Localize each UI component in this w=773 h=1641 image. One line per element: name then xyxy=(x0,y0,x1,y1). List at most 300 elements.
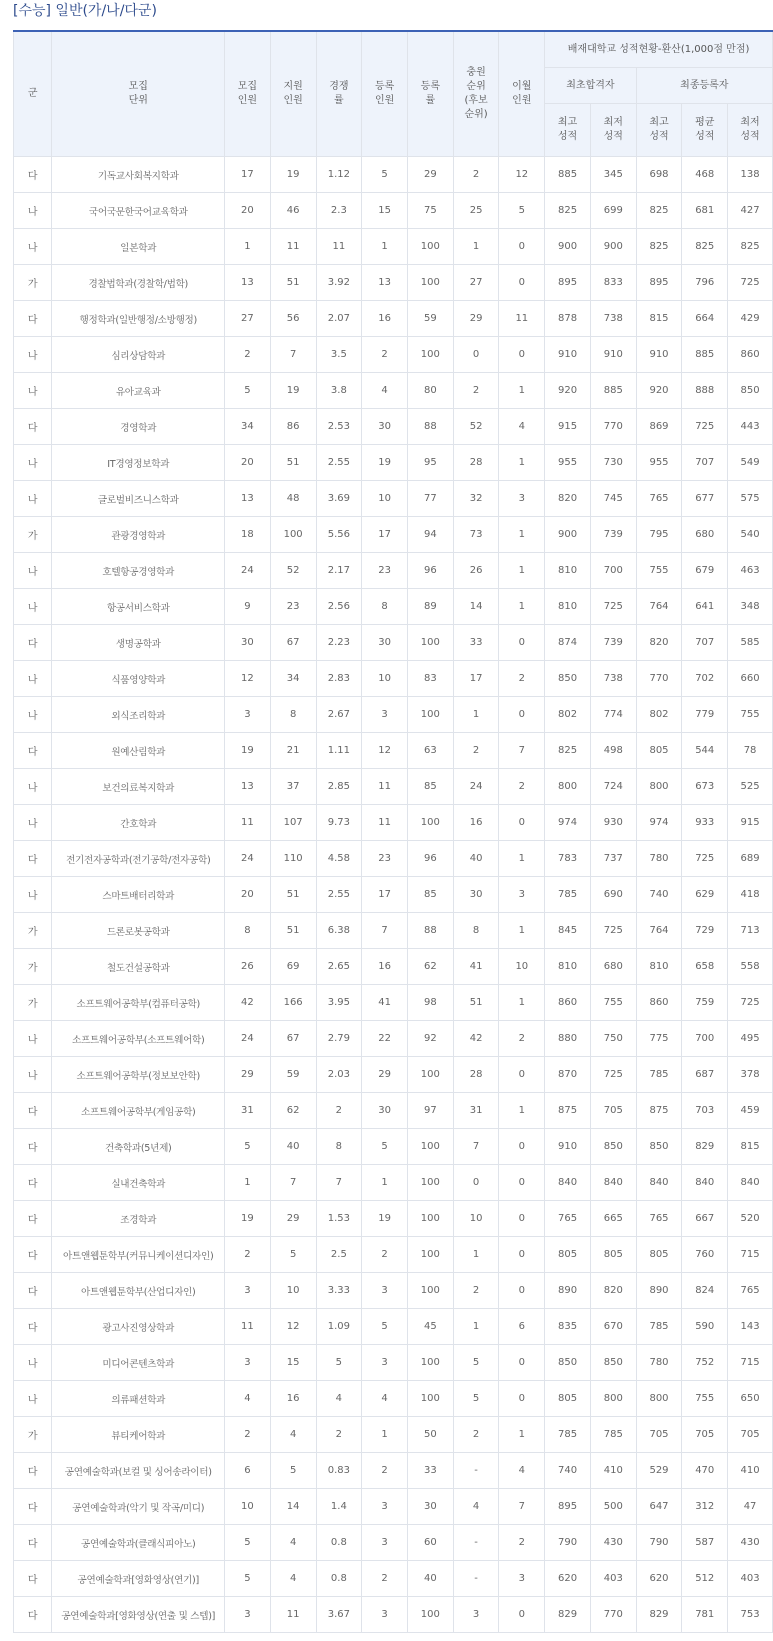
table-cell: 0.8 xyxy=(316,1525,362,1561)
table-cell: 705 xyxy=(728,1417,773,1453)
table-cell: 56 xyxy=(270,301,316,337)
table-cell: 7 xyxy=(270,337,316,373)
table-cell: 805 xyxy=(636,1237,682,1273)
table-cell: 24 xyxy=(225,553,271,589)
table-cell: 3.92 xyxy=(316,265,362,301)
table-cell: 780 xyxy=(636,1345,682,1381)
table-cell: 825 xyxy=(545,733,591,769)
table-cell: 5 xyxy=(453,1381,499,1417)
table-cell: 739 xyxy=(590,517,636,553)
table-cell: 724 xyxy=(590,769,636,805)
cell-unit: 원예산림학과 xyxy=(52,733,225,769)
table-cell: 11 xyxy=(499,301,545,337)
table-cell: 5 xyxy=(270,1237,316,1273)
table-cell: 63 xyxy=(407,733,453,769)
table-cell: 107 xyxy=(270,805,316,841)
table-cell: 910 xyxy=(545,1129,591,1165)
table-cell: 5 xyxy=(225,1129,271,1165)
table-cell: 900 xyxy=(545,517,591,553)
table-cell: 30 xyxy=(407,1489,453,1525)
table-cell: 33 xyxy=(407,1453,453,1489)
table-row xyxy=(14,1237,773,1273)
table-cell: 5 xyxy=(499,193,545,229)
table-cell: 12 xyxy=(362,733,408,769)
table-cell: 725 xyxy=(682,409,728,445)
table-cell: 665 xyxy=(590,1201,636,1237)
table-cell: 13 xyxy=(362,265,408,301)
cell-gun: 다 xyxy=(14,1561,52,1597)
table-cell: 835 xyxy=(545,1309,591,1345)
table-cell: 690 xyxy=(590,877,636,913)
table-cell: 59 xyxy=(270,1057,316,1093)
table-cell: 11 xyxy=(225,1309,271,1345)
cell-gun: 다 xyxy=(14,1309,52,1345)
table-cell: 738 xyxy=(590,661,636,697)
table-row xyxy=(14,841,773,877)
table-row xyxy=(14,157,773,193)
table-cell: 677 xyxy=(682,481,728,517)
table-cell: 5 xyxy=(225,373,271,409)
table-cell: 37 xyxy=(270,769,316,805)
table-cell: 5 xyxy=(270,1453,316,1489)
table-cell: 725 xyxy=(728,265,773,301)
table-cell: 26 xyxy=(453,553,499,589)
table-cell: 820 xyxy=(636,625,682,661)
table-cell: 620 xyxy=(545,1561,591,1597)
table-row xyxy=(14,1561,773,1597)
table-cell: 590 xyxy=(682,1309,728,1345)
table-cell: 403 xyxy=(728,1561,773,1597)
table-cell: 890 xyxy=(636,1273,682,1309)
table-cell: 525 xyxy=(728,769,773,805)
table-cell: 16 xyxy=(270,1381,316,1417)
table-cell: 3.5 xyxy=(316,337,362,373)
cell-gun: 가 xyxy=(14,985,52,1021)
table-cell: 740 xyxy=(545,1453,591,1489)
table-cell: 8 xyxy=(316,1129,362,1165)
table-cell: 77 xyxy=(407,481,453,517)
table-cell: 725 xyxy=(590,1057,636,1093)
table-cell: 1 xyxy=(453,229,499,265)
table-cell: 0.83 xyxy=(316,1453,362,1489)
table-row xyxy=(14,589,773,625)
table-cell: 800 xyxy=(636,1381,682,1417)
table-cell: 752 xyxy=(682,1345,728,1381)
table-cell: 703 xyxy=(682,1093,728,1129)
cell-unit: 글로벌비즈니스학과 xyxy=(52,481,225,517)
table-cell: 878 xyxy=(545,301,591,337)
table-cell: 840 xyxy=(545,1165,591,1201)
table-cell: 815 xyxy=(636,301,682,337)
cell-gun: 다 xyxy=(14,1201,52,1237)
table-cell: 100 xyxy=(407,1129,453,1165)
table-cell: 755 xyxy=(728,697,773,733)
table-cell: 800 xyxy=(545,769,591,805)
table-row xyxy=(14,337,773,373)
header-first-pass: 최초합격자 xyxy=(545,68,636,104)
cell-unit: 식품영양학과 xyxy=(52,661,225,697)
table-cell: 850 xyxy=(545,661,591,697)
cell-gun: 나 xyxy=(14,553,52,589)
table-cell: 824 xyxy=(682,1273,728,1309)
table-cell: - xyxy=(453,1561,499,1597)
header-enroll: 등록 인원 xyxy=(362,31,408,157)
table-cell: 30 xyxy=(453,877,499,913)
table-cell: 45 xyxy=(407,1309,453,1345)
table-cell: 4.58 xyxy=(316,841,362,877)
table-cell: 30 xyxy=(362,409,408,445)
table-cell: 890 xyxy=(545,1273,591,1309)
table-cell: 3 xyxy=(362,1489,408,1525)
table-cell: 100 xyxy=(407,265,453,301)
table-cell: 558 xyxy=(728,949,773,985)
table-cell: 17 xyxy=(362,877,408,913)
admission-results-table xyxy=(13,30,773,1633)
cell-unit: 행정학과(일반행정/소방행정) xyxy=(52,301,225,337)
table-cell: 715 xyxy=(728,1237,773,1273)
table-cell: 0 xyxy=(499,697,545,733)
header-recruit: 모집 인원 xyxy=(225,31,271,157)
table-cell: 650 xyxy=(728,1381,773,1417)
cell-unit: 전기전자공학과(전기공학/전자공학) xyxy=(52,841,225,877)
table-cell: 46 xyxy=(270,193,316,229)
table-cell: 781 xyxy=(682,1597,728,1633)
table-cell: 14 xyxy=(270,1489,316,1525)
cell-unit: 공연예술학과[영화영상(연기)] xyxy=(52,1561,225,1597)
table-row xyxy=(14,1597,773,1633)
table-cell: 92 xyxy=(407,1021,453,1057)
table-cell: 96 xyxy=(407,841,453,877)
table-cell: 97 xyxy=(407,1093,453,1129)
table-cell: 725 xyxy=(590,589,636,625)
table-cell: 860 xyxy=(636,985,682,1021)
table-cell: 5 xyxy=(453,1345,499,1381)
table-cell: 800 xyxy=(590,1381,636,1417)
table-cell: 2 xyxy=(225,1237,271,1273)
table-cell: 689 xyxy=(728,841,773,877)
table-cell: 10 xyxy=(362,481,408,517)
table-cell: 850 xyxy=(590,1345,636,1381)
table-cell: 585 xyxy=(728,625,773,661)
table-cell: 850 xyxy=(728,373,773,409)
cell-gun: 나 xyxy=(14,481,52,517)
table-cell: 955 xyxy=(636,445,682,481)
table-cell: 378 xyxy=(728,1057,773,1093)
table-cell: 18 xyxy=(225,517,271,553)
header-unit: 모집 단위 xyxy=(52,31,225,157)
table-row xyxy=(14,985,773,1021)
table-cell: 1 xyxy=(499,589,545,625)
table-cell: 40 xyxy=(407,1561,453,1597)
table-cell: 750 xyxy=(590,1021,636,1057)
table-cell: 0 xyxy=(499,265,545,301)
cell-unit: 항공서비스학과 xyxy=(52,589,225,625)
table-cell: 11 xyxy=(362,769,408,805)
table-cell: 430 xyxy=(590,1525,636,1561)
table-cell: 12 xyxy=(499,157,545,193)
table-cell: 9.73 xyxy=(316,805,362,841)
table-cell: 51 xyxy=(270,265,316,301)
table-cell: 48 xyxy=(270,481,316,517)
table-cell: 100 xyxy=(407,1381,453,1417)
table-cell: 443 xyxy=(728,409,773,445)
table-cell: 1 xyxy=(499,841,545,877)
table-cell: 765 xyxy=(545,1201,591,1237)
table-cell: 32 xyxy=(453,481,499,517)
table-cell: 775 xyxy=(636,1021,682,1057)
table-cell: 100 xyxy=(407,1057,453,1093)
table-cell: 770 xyxy=(590,1597,636,1633)
table-cell: 860 xyxy=(545,985,591,1021)
table-cell: 512 xyxy=(682,1561,728,1597)
table-cell: 4 xyxy=(316,1381,362,1417)
table-cell: 765 xyxy=(636,1201,682,1237)
table-cell: 3.69 xyxy=(316,481,362,517)
table-cell: 779 xyxy=(682,697,728,733)
table-cell: 755 xyxy=(636,553,682,589)
table-cell: 3 xyxy=(362,1273,408,1309)
table-cell: 3 xyxy=(453,1597,499,1633)
table-cell: 6.38 xyxy=(316,913,362,949)
table-cell: 0 xyxy=(499,1381,545,1417)
table-row xyxy=(14,1021,773,1057)
table-cell: 5 xyxy=(225,1561,271,1597)
table-cell: 895 xyxy=(545,1489,591,1525)
table-cell: 3.95 xyxy=(316,985,362,1021)
table-cell: 738 xyxy=(590,301,636,337)
table-row xyxy=(14,1525,773,1561)
cell-unit: 소프트웨어공학부(컴퓨터공학) xyxy=(52,985,225,1021)
table-cell: 820 xyxy=(545,481,591,517)
table-cell: 62 xyxy=(270,1093,316,1129)
table-cell: 2.17 xyxy=(316,553,362,589)
table-cell: 7 xyxy=(453,1129,499,1165)
table-row xyxy=(14,913,773,949)
table-cell: 1 xyxy=(499,373,545,409)
table-cell: 783 xyxy=(545,841,591,877)
cell-gun: 다 xyxy=(14,733,52,769)
table-cell: 29 xyxy=(225,1057,271,1093)
table-cell: 730 xyxy=(590,445,636,481)
table-cell: 1.09 xyxy=(316,1309,362,1345)
table-cell: 33 xyxy=(453,625,499,661)
table-row xyxy=(14,949,773,985)
table-cell: 28 xyxy=(453,1057,499,1093)
table-cell: 1 xyxy=(362,1165,408,1201)
cell-unit: IT경영정보학과 xyxy=(52,445,225,481)
table-cell: 6 xyxy=(225,1453,271,1489)
table-cell: 40 xyxy=(453,841,499,877)
table-cell: 785 xyxy=(636,1309,682,1345)
table-cell: 2 xyxy=(453,157,499,193)
table-cell: 1 xyxy=(499,553,545,589)
header-enroll-rate: 등록 률 xyxy=(407,31,453,157)
header-score-group: 배재대학교 성적현황-환산(1,000점 만점) xyxy=(545,31,773,68)
table-cell: 737 xyxy=(590,841,636,877)
table-cell: 427 xyxy=(728,193,773,229)
cell-gun: 나 xyxy=(14,445,52,481)
cell-gun: 다 xyxy=(14,1165,52,1201)
table-cell: 88 xyxy=(407,409,453,445)
table-cell: 930 xyxy=(590,805,636,841)
cell-gun: 나 xyxy=(14,193,52,229)
table-cell: 0 xyxy=(499,1273,545,1309)
table-cell: 825 xyxy=(636,229,682,265)
table-cell: 6 xyxy=(499,1309,545,1345)
table-cell: 790 xyxy=(636,1525,682,1561)
table-cell: 27 xyxy=(453,265,499,301)
table-cell: 4 xyxy=(499,409,545,445)
table-cell: 7 xyxy=(362,913,408,949)
table-row xyxy=(14,1453,773,1489)
table-cell: 98 xyxy=(407,985,453,1021)
table-cell: 699 xyxy=(590,193,636,229)
table-row xyxy=(14,373,773,409)
table-cell: 100 xyxy=(407,1165,453,1201)
table-cell: 785 xyxy=(545,1417,591,1453)
table-cell: 825 xyxy=(636,193,682,229)
table-cell: 86 xyxy=(270,409,316,445)
table-cell: 410 xyxy=(728,1453,773,1489)
table-cell: 2.3 xyxy=(316,193,362,229)
table-row xyxy=(14,805,773,841)
table-cell: - xyxy=(453,1525,499,1561)
table-cell: 345 xyxy=(590,157,636,193)
cell-unit: 공연예술학과(악기 및 작곡/미디) xyxy=(52,1489,225,1525)
table-cell: 755 xyxy=(590,985,636,1021)
table-cell: 100 xyxy=(407,1201,453,1237)
table-cell: 7 xyxy=(316,1165,362,1201)
table-cell: 24 xyxy=(453,769,499,805)
table-cell: 770 xyxy=(636,661,682,697)
table-cell: 920 xyxy=(545,373,591,409)
table-cell: 9 xyxy=(225,589,271,625)
table-cell: 647 xyxy=(636,1489,682,1525)
table-cell: 3 xyxy=(499,1561,545,1597)
table-cell: 138 xyxy=(728,157,773,193)
table-cell: 840 xyxy=(728,1165,773,1201)
table-cell: 29 xyxy=(453,301,499,337)
table-cell: 4 xyxy=(270,1525,316,1561)
table-cell: 833 xyxy=(590,265,636,301)
cell-unit: 아트앤웹툰학부(커뮤니케이션디자인) xyxy=(52,1237,225,1273)
cell-gun: 다 xyxy=(14,1129,52,1165)
cell-unit: 소프트웨어공학부(게임공학) xyxy=(52,1093,225,1129)
cell-unit: 실내건축학과 xyxy=(52,1165,225,1201)
table-cell: 1 xyxy=(499,1417,545,1453)
header-rank: 충원 순위 (후보 순위) xyxy=(453,31,499,157)
table-row xyxy=(14,1129,773,1165)
table-cell: 14 xyxy=(453,589,499,625)
table-cell: 1 xyxy=(362,229,408,265)
table-cell: 2 xyxy=(499,1525,545,1561)
cell-unit: 아트앤웹툰학부(산업디자인) xyxy=(52,1273,225,1309)
table-cell: 41 xyxy=(453,949,499,985)
table-cell: 2 xyxy=(453,733,499,769)
table-cell: 2 xyxy=(225,1417,271,1453)
table-cell: 100 xyxy=(407,1273,453,1309)
table-cell: 2 xyxy=(499,1021,545,1057)
table-cell: 1 xyxy=(225,229,271,265)
table-row xyxy=(14,481,773,517)
table-cell: 80 xyxy=(407,373,453,409)
cell-gun: 나 xyxy=(14,589,52,625)
table-cell: 52 xyxy=(270,553,316,589)
table-cell: 31 xyxy=(225,1093,271,1129)
table-cell: 348 xyxy=(728,589,773,625)
table-cell: 89 xyxy=(407,589,453,625)
table-cell: 8 xyxy=(270,697,316,733)
table-cell: 67 xyxy=(270,1021,316,1057)
table-cell: 5.56 xyxy=(316,517,362,553)
table-row xyxy=(14,733,773,769)
table-cell: 1 xyxy=(362,1417,408,1453)
cell-unit: 호텔항공경영학과 xyxy=(52,553,225,589)
table-row xyxy=(14,877,773,913)
table-cell: 13 xyxy=(225,265,271,301)
table-cell: 67 xyxy=(270,625,316,661)
cell-unit: 소프트웨어공학부(소프트웨어학) xyxy=(52,1021,225,1057)
cell-gun: 가 xyxy=(14,265,52,301)
table-cell: 680 xyxy=(590,949,636,985)
table-cell: 51 xyxy=(270,877,316,913)
table-cell: 2.65 xyxy=(316,949,362,985)
table-cell: 495 xyxy=(728,1021,773,1057)
cell-unit: 외식조리학과 xyxy=(52,697,225,733)
table-cell: 8 xyxy=(453,913,499,949)
table-cell: 915 xyxy=(728,805,773,841)
table-cell: 810 xyxy=(636,949,682,985)
table-cell: 885 xyxy=(682,337,728,373)
cell-gun: 나 xyxy=(14,1345,52,1381)
table-cell: 3 xyxy=(362,1345,408,1381)
table-row xyxy=(14,409,773,445)
table-cell: 870 xyxy=(545,1057,591,1093)
table-cell: 765 xyxy=(728,1273,773,1309)
cell-gun: 다 xyxy=(14,625,52,661)
table-cell: 16 xyxy=(453,805,499,841)
table-cell: 0 xyxy=(499,805,545,841)
cell-unit: 공연예술학과(클래식피아노) xyxy=(52,1525,225,1561)
table-cell: 12 xyxy=(225,661,271,697)
table-cell: 4 xyxy=(499,1453,545,1489)
table-cell: 59 xyxy=(407,301,453,337)
table-cell: 12 xyxy=(270,1309,316,1345)
table-cell: 2 xyxy=(453,1273,499,1309)
cell-gun: 다 xyxy=(14,301,52,337)
table-cell: 790 xyxy=(545,1525,591,1561)
table-cell: 620 xyxy=(636,1561,682,1597)
table-cell: 17 xyxy=(225,157,271,193)
cell-unit: 공연예술학과[영화영상(연출 및 스텝)] xyxy=(52,1597,225,1633)
table-cell: 11 xyxy=(362,805,408,841)
cell-gun: 가 xyxy=(14,913,52,949)
table-cell: 700 xyxy=(590,553,636,589)
table-cell: 4 xyxy=(270,1561,316,1597)
table-cell: 51 xyxy=(270,913,316,949)
cell-gun: 나 xyxy=(14,877,52,913)
table-cell: 470 xyxy=(682,1453,728,1489)
table-cell: 30 xyxy=(362,1093,408,1129)
table-cell: 17 xyxy=(453,661,499,697)
table-cell: 702 xyxy=(682,661,728,697)
cell-gun: 가 xyxy=(14,949,52,985)
table-cell: 805 xyxy=(636,733,682,769)
page-title: [수능] 일반(가/나/다군) xyxy=(13,3,157,19)
table-cell: 795 xyxy=(636,517,682,553)
cell-unit: 유아교육과 xyxy=(52,373,225,409)
table-row xyxy=(14,1381,773,1417)
